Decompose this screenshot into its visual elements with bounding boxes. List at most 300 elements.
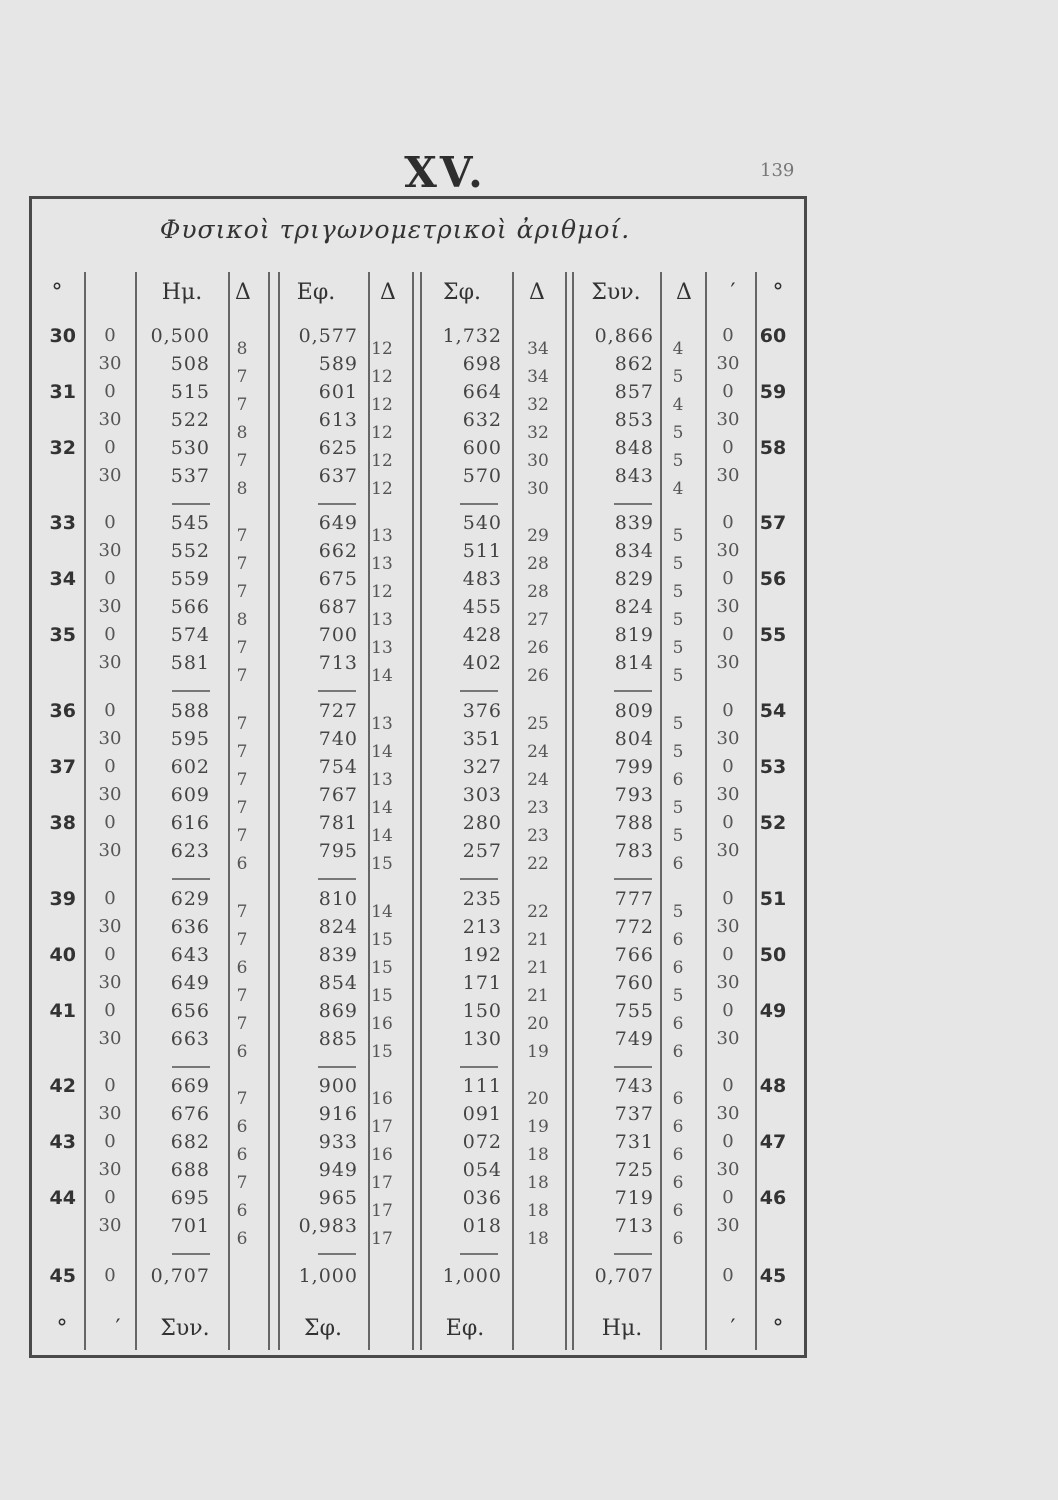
cosine-cell: 809 [614,700,654,722]
tangent-cell: 687 [318,596,358,618]
column-header: Δ [529,280,545,305]
degree-cell: 44 [49,1187,76,1209]
sine-cell: 537 [170,465,210,487]
cosine-cell: 731 [614,1131,654,1153]
right-minute-cell: 30 [716,465,740,486]
minute-cell: 0 [104,1265,116,1286]
right-degree-cell: 52 [759,812,787,834]
minute-cell: 0 [104,700,116,721]
degree-cell: 43 [49,1131,76,1153]
right-degree-cell: 50 [759,944,787,966]
degree-cell: 39 [49,888,76,910]
sine-diff-cell: 7 [236,582,248,602]
tangent-diff-cell: 15 [371,854,393,874]
minute-cell: 0 [104,944,116,965]
tangent-diff-cell: 14 [371,742,393,762]
tangent-diff-cell: 17 [371,1117,393,1137]
right-minute-cell: 0 [722,437,734,458]
cosine-cell: 749 [614,1028,654,1050]
cosine-diff-cell: 6 [672,854,684,874]
tangent-cell: 965 [318,1187,358,1209]
sine-diff-cell: 8 [236,339,248,359]
cotangent-cell: 402 [462,652,502,674]
tangent-diff-cell: 15 [371,986,393,1006]
tangent-diff-cell: 12 [371,339,393,359]
degree-cell: 41 [49,1000,76,1022]
cotangent-dash [460,503,498,505]
cotangent-cell: 600 [462,437,502,459]
right-minute-cell: 30 [716,1103,740,1124]
sine-diff-cell: 7 [236,930,248,950]
right-minute-cell: 0 [722,756,734,777]
sine-diff-cell: 7 [236,1014,248,1034]
column-header: Δ [380,280,396,305]
minute-cell: 30 [98,1028,122,1049]
cotangent-cell: 111 [462,1075,502,1097]
cosine-diff-cell: 5 [672,666,684,686]
tangent-cell: 713 [318,652,358,674]
cotangent-diff-cell: 19 [527,1117,549,1137]
minute-cell: 30 [98,784,122,805]
cotangent-diff-cell: 27 [527,610,549,630]
minute-cell: 30 [98,409,122,430]
cotangent-diff-cell: 26 [527,638,549,658]
minute-cell: 0 [104,437,116,458]
minute-cell: 30 [98,353,122,374]
tangent-dash [318,690,356,692]
column-footer: Συν. [160,1316,210,1341]
cosine-diff-cell: 5 [672,742,684,762]
tangent-dash [318,503,356,505]
right-minute-cell: 30 [716,1159,740,1180]
tangent-cell: 700 [318,624,358,646]
column-header: Εφ. [296,280,336,305]
right-minute-cell: 0 [722,700,734,721]
sine-cell: 643 [170,944,210,966]
minute-cell: 0 [104,888,116,909]
cosine-cell: 824 [614,596,654,618]
cotangent-cell: 192 [462,944,502,966]
right-minute-cell: 30 [716,540,740,561]
sine-cell: 0,707 [150,1265,210,1287]
tangent-cell: 900 [318,1075,358,1097]
cotangent-cell: 483 [462,568,502,590]
cosine-diff-cell: 5 [672,423,684,443]
minute-cell: 30 [98,1159,122,1180]
cotangent-cell: 570 [462,465,502,487]
right-degree-cell: 51 [759,888,787,910]
minute-cell: 30 [98,465,122,486]
sine-cell: 522 [170,409,210,431]
cosine-dash [614,878,652,880]
cotangent-diff-cell: 28 [527,554,549,574]
cosine-cell: 755 [614,1000,654,1022]
sine-diff-cell: 7 [236,638,248,658]
cotangent-diff-cell: 24 [527,742,549,762]
cosine-cell: 834 [614,540,654,562]
right-minute-cell: 0 [722,512,734,533]
sine-cell: 574 [170,624,210,646]
right-minute-cell: 30 [716,652,740,673]
cotangent-cell: 091 [462,1103,502,1125]
right-minute-cell: 0 [722,1265,734,1286]
tangent-cell: 933 [318,1131,358,1153]
right-minute-cell: 0 [722,1131,734,1152]
sine-diff-cell: 6 [236,1042,248,1062]
sine-cell: 609 [170,784,210,806]
sine-dash [172,503,210,505]
cosine-diff-cell: 6 [672,958,684,978]
sine-cell: 508 [170,353,210,375]
right-degree-cell: 55 [759,624,787,646]
minute-cell: 0 [104,1075,116,1096]
sine-cell: 669 [170,1075,210,1097]
cosine-diff-cell: 4 [672,339,684,359]
cotangent-cell: 036 [462,1187,502,1209]
tangent-cell: 649 [318,512,358,534]
tangent-cell: 0,983 [298,1215,358,1237]
minute-cell: 0 [104,624,116,645]
cotangent-cell: 280 [462,812,502,834]
sine-diff-cell: 7 [236,367,248,387]
cosine-cell: 725 [614,1159,654,1181]
cosine-diff-cell: 4 [672,395,684,415]
tangent-diff-cell: 15 [371,958,393,978]
column-footer: Ημ. [601,1316,643,1341]
tangent-diff-cell: 14 [371,798,393,818]
cosine-cell: 743 [614,1075,654,1097]
cotangent-cell: 235 [462,888,502,910]
right-minute-cell: 0 [722,325,734,346]
degree-cell: 33 [49,512,76,534]
cotangent-diff-cell: 28 [527,582,549,602]
tangent-dash [318,1253,356,1255]
right-minute-cell: 0 [722,568,734,589]
sine-diff-cell: 7 [236,770,248,790]
cosine-cell: 819 [614,624,654,646]
cosine-diff-cell: 5 [672,526,684,546]
sine-cell: 616 [170,812,210,834]
page-number: 139 [760,160,795,181]
cotangent-cell: 130 [462,1028,502,1050]
cotangent-cell: 1,732 [442,325,502,347]
cotangent-cell: 698 [462,353,502,375]
cosine-cell: 843 [614,465,654,487]
cotangent-cell: 632 [462,409,502,431]
cosine-cell: 829 [614,568,654,590]
tangent-diff-cell: 13 [371,770,393,790]
tangent-diff-cell: 13 [371,610,393,630]
column-footer: ′ [730,1316,736,1341]
right-degree-cell: 47 [759,1131,787,1153]
degree-cell: 42 [49,1075,76,1097]
column-header: Δ [676,280,692,305]
minute-cell: 30 [98,1103,122,1124]
sine-diff-cell: 7 [236,826,248,846]
tangent-diff-cell: 14 [371,826,393,846]
tangent-cell: 916 [318,1103,358,1125]
cosine-cell: 799 [614,756,654,778]
minute-cell: 30 [98,596,122,617]
sine-diff-cell: 8 [236,610,248,630]
right-degree-cell: 57 [759,512,787,534]
cotangent-diff-cell: 34 [527,339,549,359]
tangent-diff-cell: 12 [371,451,393,471]
cosine-diff-cell: 5 [672,554,684,574]
right-minute-cell: 30 [716,840,740,861]
tangent-cell: 824 [318,916,358,938]
cotangent-cell: 171 [462,972,502,994]
tangent-cell: 662 [318,540,358,562]
sine-cell: 595 [170,728,210,750]
cotangent-diff-cell: 20 [527,1089,549,1109]
sine-diff-cell: 7 [236,451,248,471]
tangent-cell: 589 [318,353,358,375]
tangent-diff-cell: 12 [371,582,393,602]
minute-cell: 0 [104,568,116,589]
tangent-diff-cell: 16 [371,1145,393,1165]
sine-diff-cell: 7 [236,1173,248,1193]
sine-diff-cell: 7 [236,902,248,922]
sine-cell: 581 [170,652,210,674]
tangent-diff-cell: 12 [371,479,393,499]
cosine-cell: 793 [614,784,654,806]
tangent-diff-cell: 13 [371,714,393,734]
cotangent-cell: 428 [462,624,502,646]
sine-diff-cell: 7 [236,1089,248,1109]
degree-cell: 30 [49,325,76,347]
cosine-diff-cell: 5 [672,714,684,734]
sine-diff-cell: 6 [236,1201,248,1221]
right-degree-cell: 54 [759,700,787,722]
cosine-diff-cell: 4 [672,479,684,499]
cosine-dash [614,690,652,692]
cosine-cell: 0,866 [594,325,654,347]
sine-cell: 629 [170,888,210,910]
cosine-cell: 857 [614,381,654,403]
tangent-diff-cell: 16 [371,1014,393,1034]
cosine-diff-cell: 5 [672,367,684,387]
cosine-diff-cell: 5 [672,451,684,471]
cotangent-cell: 376 [462,700,502,722]
cosine-dash [614,1066,652,1068]
tangent-diff-cell: 16 [371,1089,393,1109]
sine-diff-cell: 7 [236,986,248,1006]
column-header: ° [772,280,784,305]
cosine-dash [614,503,652,505]
tangent-cell: 795 [318,840,358,862]
tangent-cell: 810 [318,888,358,910]
cotangent-dash [460,878,498,880]
cosine-diff-cell: 6 [672,1173,684,1193]
table-title: Φυσικοὶ τριγωνομετρικοὶ ἀριθμοί. [159,215,631,244]
right-degree-cell: 48 [759,1075,787,1097]
cotangent-cell: 072 [462,1131,502,1153]
cotangent-diff-cell: 21 [527,930,549,950]
sine-diff-cell: 8 [236,423,248,443]
tangent-cell: 1,000 [298,1265,358,1287]
right-minute-cell: 30 [716,596,740,617]
cotangent-cell: 1,000 [442,1265,502,1287]
tangent-cell: 781 [318,812,358,834]
cosine-cell: 713 [614,1215,654,1237]
minute-cell: 30 [98,728,122,749]
minute-cell: 30 [98,916,122,937]
cotangent-diff-cell: 32 [527,395,549,415]
cosine-diff-cell: 5 [672,826,684,846]
cosine-diff-cell: 6 [672,1117,684,1137]
sine-cell: 566 [170,596,210,618]
sine-cell: 623 [170,840,210,862]
sine-diff-cell: 7 [236,742,248,762]
cotangent-cell: 303 [462,784,502,806]
cosine-cell: 766 [614,944,654,966]
degree-cell: 35 [49,624,76,646]
right-degree-cell: 45 [759,1265,787,1287]
sine-diff-cell: 7 [236,395,248,415]
cotangent-diff-cell: 18 [527,1229,549,1249]
right-minute-cell: 30 [716,409,740,430]
cosine-cell: 783 [614,840,654,862]
minute-cell: 0 [104,512,116,533]
tangent-dash [318,1066,356,1068]
right-minute-cell: 0 [722,944,734,965]
column-header: Δ [235,280,251,305]
cotangent-dash [460,1066,498,1068]
sine-diff-cell: 7 [236,554,248,574]
cosine-diff-cell: 6 [672,1014,684,1034]
sine-cell: 636 [170,916,210,938]
minute-cell: 30 [98,840,122,861]
cotangent-cell: 257 [462,840,502,862]
sine-cell: 682 [170,1131,210,1153]
tangent-diff-cell: 15 [371,1042,393,1062]
cotangent-diff-cell: 22 [527,854,549,874]
right-degree-cell: 56 [759,568,787,590]
cosine-cell: 0,707 [594,1265,654,1287]
sine-dash [172,878,210,880]
cosine-cell: 719 [614,1187,654,1209]
cotangent-diff-cell: 24 [527,770,549,790]
right-minute-cell: 30 [716,1028,740,1049]
cosine-dash [614,1253,652,1255]
cotangent-cell: 054 [462,1159,502,1181]
cosine-cell: 814 [614,652,654,674]
cosine-diff-cell: 6 [672,1042,684,1062]
cotangent-cell: 664 [462,381,502,403]
sine-cell: 530 [170,437,210,459]
sine-diff-cell: 6 [236,958,248,978]
minute-cell: 0 [104,381,116,402]
cosine-diff-cell: 5 [672,798,684,818]
column-header: ′ [730,280,736,305]
minute-cell: 30 [98,1215,122,1236]
cosine-cell: 862 [614,353,654,375]
sine-cell: 602 [170,756,210,778]
cotangent-cell: 455 [462,596,502,618]
column-rule [84,272,86,1350]
minute-cell: 30 [98,540,122,561]
sine-cell: 515 [170,381,210,403]
cotangent-diff-cell: 19 [527,1042,549,1062]
column-rule [705,272,707,1350]
right-minute-cell: 0 [722,1000,734,1021]
cotangent-diff-cell: 34 [527,367,549,387]
cosine-cell: 839 [614,512,654,534]
cotangent-dash [460,690,498,692]
right-minute-cell: 30 [716,972,740,993]
tangent-diff-cell: 17 [371,1173,393,1193]
cosine-diff-cell: 5 [672,902,684,922]
cosine-diff-cell: 6 [672,930,684,950]
sine-diff-cell: 6 [236,1117,248,1137]
sine-diff-cell: 7 [236,714,248,734]
right-minute-cell: 30 [716,784,740,805]
cotangent-diff-cell: 32 [527,423,549,443]
cotangent-diff-cell: 21 [527,958,549,978]
degree-cell: 32 [49,437,76,459]
cosine-cell: 853 [614,409,654,431]
tangent-cell: 767 [318,784,358,806]
cosine-diff-cell: 5 [672,610,684,630]
sine-cell: 663 [170,1028,210,1050]
right-degree-cell: 60 [759,325,787,347]
cotangent-diff-cell: 22 [527,902,549,922]
tangent-diff-cell: 14 [371,666,393,686]
column-footer: Σφ. [304,1316,342,1341]
tangent-cell: 885 [318,1028,358,1050]
tangent-cell: 839 [318,944,358,966]
cotangent-diff-cell: 30 [527,451,549,471]
minute-cell: 0 [104,1000,116,1021]
minute-cell: 0 [104,1187,116,1208]
sine-dash [172,1066,210,1068]
cosine-diff-cell: 6 [672,1089,684,1109]
sine-diff-cell: 6 [236,854,248,874]
sine-cell: 688 [170,1159,210,1181]
cosine-diff-cell: 6 [672,770,684,790]
sine-cell: 656 [170,1000,210,1022]
tangent-cell: 854 [318,972,358,994]
tangent-cell: 754 [318,756,358,778]
cotangent-cell: 150 [462,1000,502,1022]
tangent-cell: 0,577 [298,325,358,347]
column-header: ° [51,280,63,305]
cosine-cell: 772 [614,916,654,938]
cotangent-diff-cell: 18 [527,1145,549,1165]
tangent-dash [318,878,356,880]
right-degree-cell: 53 [759,756,787,778]
cosine-diff-cell: 6 [672,1201,684,1221]
sine-dash [172,1253,210,1255]
tangent-cell: 727 [318,700,358,722]
sine-diff-cell: 7 [236,798,248,818]
degree-cell: 38 [49,812,76,834]
sine-diff-cell: 8 [236,479,248,499]
tangent-cell: 613 [318,409,358,431]
sine-cell: 545 [170,512,210,534]
tangent-diff-cell: 13 [371,526,393,546]
cotangent-cell: 511 [462,540,502,562]
minute-cell: 30 [98,652,122,673]
cosine-cell: 788 [614,812,654,834]
right-minute-cell: 0 [722,812,734,833]
right-degree-cell: 46 [759,1187,787,1209]
cotangent-diff-cell: 26 [527,666,549,686]
cotangent-cell: 213 [462,916,502,938]
tangent-diff-cell: 13 [371,554,393,574]
tangent-diff-cell: 17 [371,1201,393,1221]
